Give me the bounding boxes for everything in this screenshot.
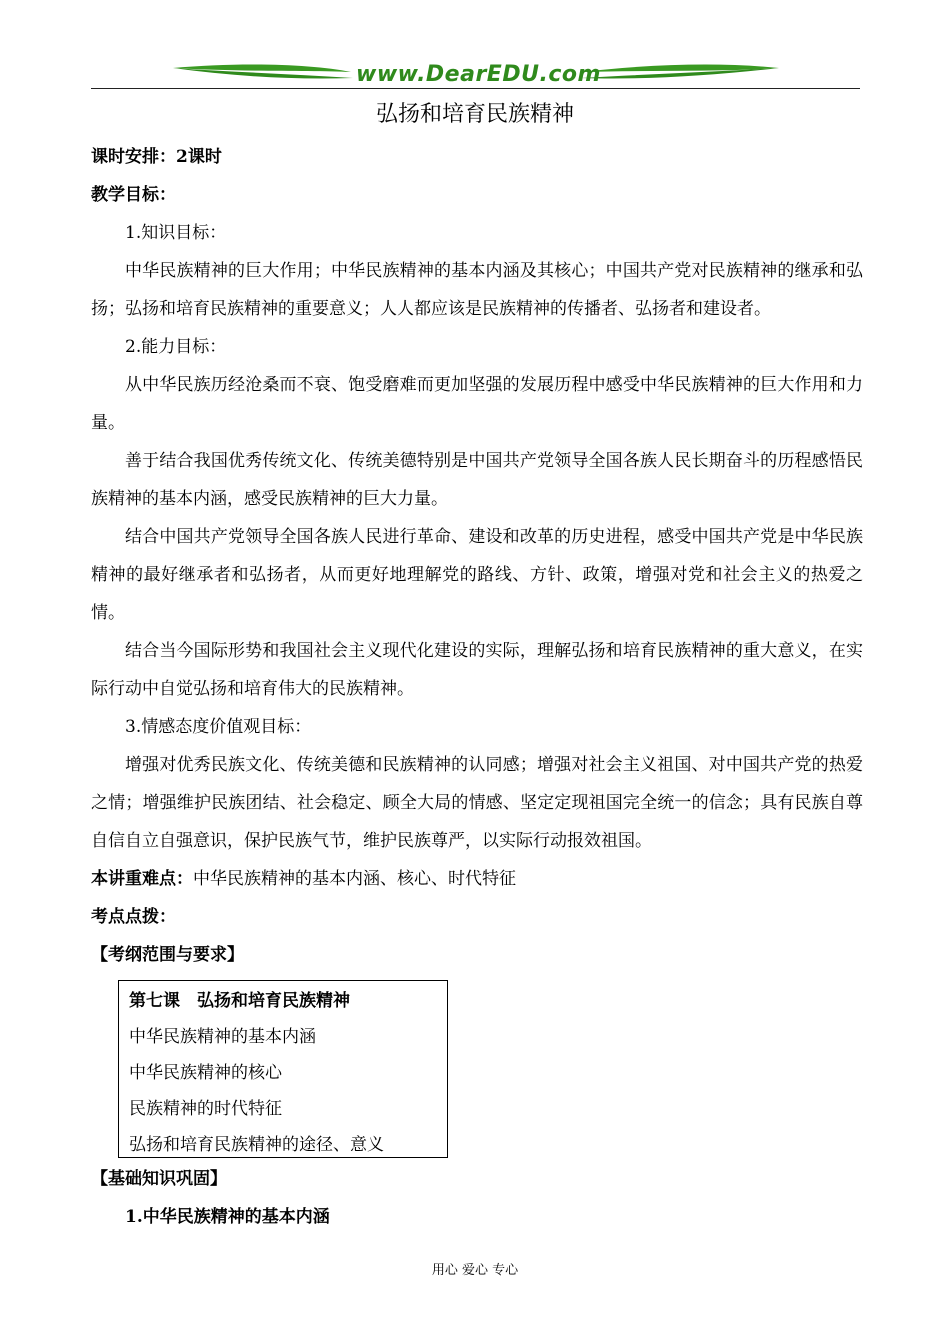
syllabus-item: 中华民族精神的核心 [129, 1063, 282, 1083]
page-footer: 用心 爱心 专心 [431, 1263, 519, 1278]
basics-heading: 【基础知识巩固】 [91, 1169, 227, 1189]
knowledge-heading: 1.知识目标： [125, 223, 227, 243]
emotion-heading: 3.情感态度价值观目标： [125, 717, 312, 737]
emotion-paragraph: 增强对优秀民族文化、传统美德和民族精神的认同感；增强对社会主义祖国、对中国共产党的热爱之情；增强维护民族团结、社会稳定、顾全大局的情感、坚定定现祖国完全统一的信念；具有民族自尊自信自立自强意识，保护民族气节，维护民族尊严，以实际行动报效祖国。 [91, 755, 863, 851]
key-points-label: 本讲重难点： [91, 869, 193, 889]
syllabus-heading: 【考纲范围与要求】 [91, 945, 244, 965]
syllabus-box [118, 980, 448, 1158]
knowledge-paragraph: 中华民族精神的巨大作用；中华民族精神的基本内涵及其核心；中国共产党对民族精神的继承和弘扬；弘扬和培育民族精神的重要意义；人人都应该是民族精神的传播者、弘扬者和建设者。 [91, 261, 863, 319]
document-title: 弘扬和培育民族精神 [375, 102, 574, 127]
syllabus-box-title: 第七课 弘扬和培育民族精神 [129, 991, 350, 1011]
basics-section [91, 1160, 863, 1236]
key-points-text: 中华民族精神的基本内涵、核心、时代特征 [193, 869, 516, 889]
schedule-line: 课时安排：2课时 [91, 147, 222, 167]
document-body [91, 138, 863, 974]
exam-points-heading: 考点点拨： [91, 907, 176, 927]
syllabus-item: 民族精神的时代特征 [129, 1099, 282, 1119]
ability-heading: 2.能力目标： [125, 337, 227, 357]
syllabus-item: 弘扬和培育民族精神的途径、意义 [129, 1135, 384, 1155]
site-logo: www.DearEDU.com [356, 62, 601, 87]
ability-paragraph-1: 从中华民族历经沧桑而不衰、饱受磨难而更加坚强的发展历程中感受中华民族精神的巨大作用和力量。 [91, 375, 863, 433]
syllabus-item: 中华民族精神的基本内涵 [129, 1027, 316, 1047]
ability-paragraph-4: 结合当今国际形势和我国社会主义现代化建设的实际，理解弘扬和培育民族精神的重大意义，在实际行动中自觉弘扬和培育伟大的民族精神。 [91, 641, 863, 699]
header-divider [91, 88, 860, 89]
objectives-heading: 教学目标： [91, 185, 176, 205]
key-points-line [91, 860, 863, 898]
ability-paragraph-2: 善于结合我国优秀传统文化、传统美德特别是中国共产党领导全国各族人民长期奋斗的历程感悟民族精神的基本内涵，感受民族精神的巨大力量。 [91, 451, 863, 509]
basics-item-1: 1.中华民族精神的基本内涵 [125, 1207, 330, 1227]
ability-paragraph-3: 结合中国共产党领导全国各族人民进行革命、建设和改革的历史进程，感受中国共产党是中华民族精神的最好继承者和弘扬者，从而更好地理解党的路线、方针、政策，增强对党和社会主义的热爱之情。 [91, 527, 863, 623]
